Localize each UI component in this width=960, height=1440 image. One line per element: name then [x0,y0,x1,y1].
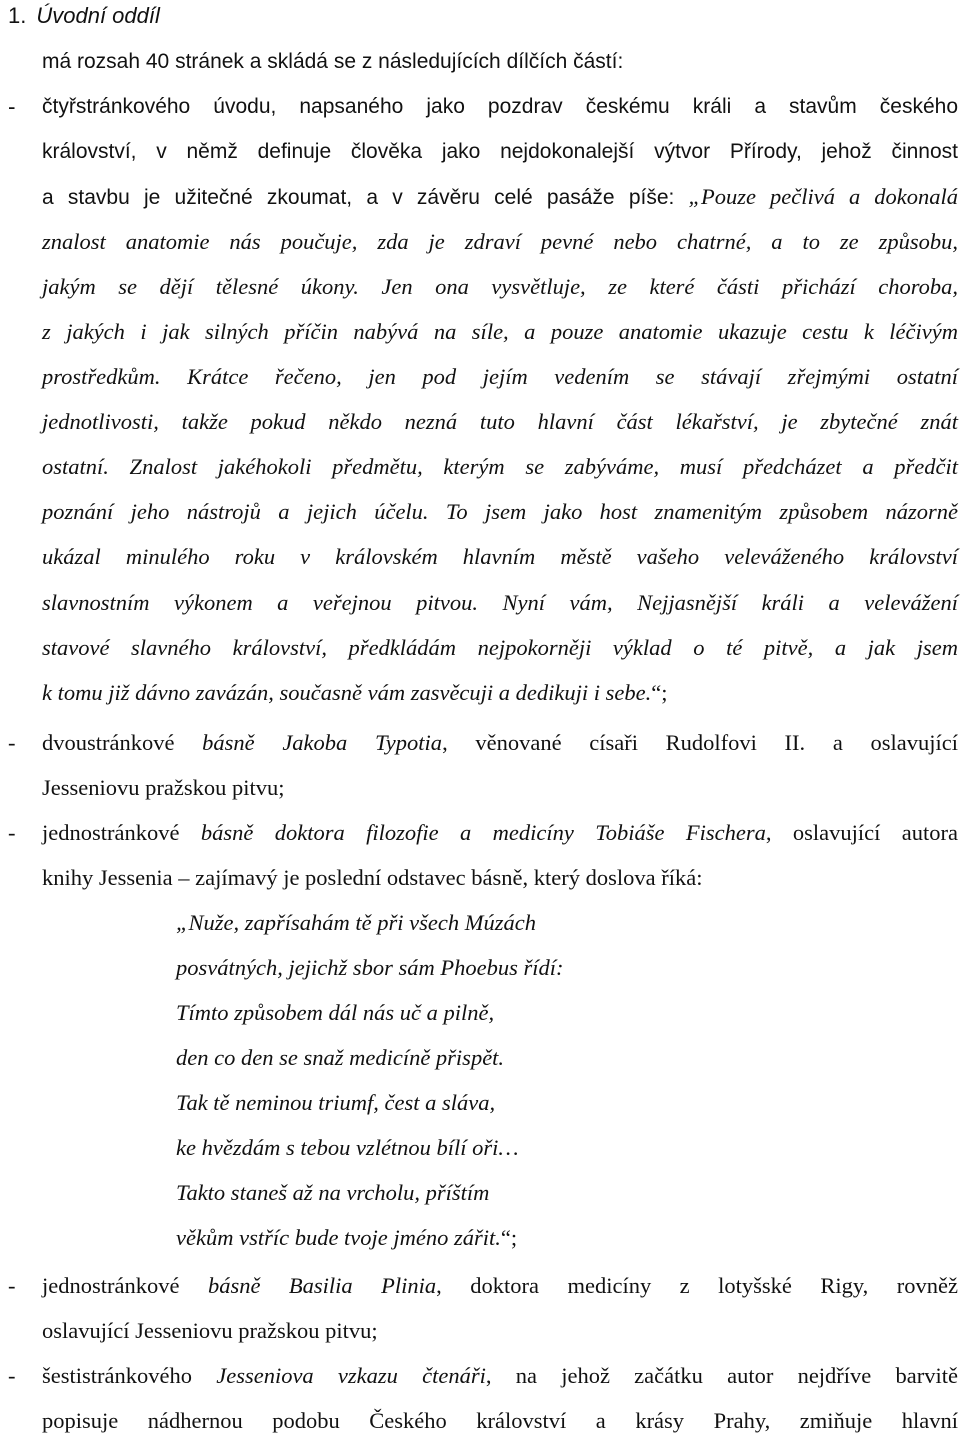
item4-line [42,1271,958,1301]
item5-text: šestistránkového [42,1363,217,1388]
poem-title: básně Basilia Plinia [207,1273,437,1298]
poem-line: Tak tě neminou triumf, čest a sláva, [176,1090,496,1115]
quote-line: prostředkům. Krátce řečeno, jen pod jejím vedením se stávají zřejmými ostatní [42,364,958,389]
intro-line: má rozsah 40 stránek a skládá se z následujících dílčích částí: [42,50,624,73]
item1-line: království, v němž definuje člověka jako nejdokonalejší výtvor Přírody, jehož činnost [42,140,958,163]
item5-text: , na jehož začátku autor nejdříve barvitě [485,1363,958,1388]
item3-line [42,818,958,848]
quote-line: jakým se dějí tělesné úkony. Jen ona vysvětluje, ze které části přichází choroba, [42,274,958,299]
bullet-dash: - [8,1363,16,1388]
quote-close: “; [651,680,668,705]
poem-line: den co den se snaž medicíně přispět. [176,1045,505,1070]
section-heading [8,2,160,30]
item3-line: knihy Jessenia – zajímavý je poslední odstavec básně, který doslova říká: [42,865,703,890]
quote-line [42,678,668,708]
section-title: Úvodní oddíl [36,3,160,28]
quote-line: ostatní. Znalost jakéhokoli předmětu, kterým se zabýváme, musí předcházet a předčit [42,454,958,479]
quote-line: ukázal minulého roku v královském hlavním městě vašeho veleváženého království [42,544,958,569]
item5-line: popisuje nádhernou podobu Českého království a krásy Prahy, zmiňuje hlavní [42,1408,958,1433]
item1-line: čtyřstránkového úvodu, napsaného jako pozdrav českému králi a stavům českého [42,95,958,118]
quote-line: z jakých i jak silných příčin nabývá na síle, a pouze anatomie ukazuje cestu k léčivým [42,319,958,344]
item3-text: , oslavující autora [765,820,958,845]
quote-line: jednotlivosti, takže pokud někdo nezná tuto hlavní část lékařství, je zbytečné znát [42,409,958,434]
item2-text: , věnované císaři Rudolfovi II. a oslavující [442,730,958,755]
bullet-dash: - [8,1273,16,1298]
item5-line [42,1361,958,1391]
poem-line: ke hvězdám s tebou vzlétnou bílí oři… [176,1135,519,1160]
poem-title: básně doktora filozofie a medicíny Tobiáše Fischera [200,820,766,845]
quote-close: “; [500,1225,518,1250]
item1-text: a stavbu je užitečné zkoumat, a v závěru celé pasáže píše: [42,186,689,209]
item2-text: dvoustránkové [42,730,203,755]
quote-line: znalost anatomie nás poučuje, zda je zdraví pevné nebo chatrné, a to ze způsobu, [42,229,958,254]
quote-text: „Pouze pečlivá a dokonalá [688,184,958,209]
bullet-dash: - [8,820,16,845]
work-title: Jesseniova vzkazu čtenáři [216,1363,486,1388]
item3-text: jednostránkové [42,820,201,845]
bullet-dash: - [8,94,16,119]
poem-text: věkům vstříc bude tvoje jméno zářit. [176,1225,501,1250]
poem-line: „Nuže, zapřísahám tě při všech Múzách [176,910,536,935]
item2-line: Jesseniovu pražskou pitvu; [42,775,285,800]
item4-text: , doktora medicíny z lotyšské Rigy, rovněž [436,1273,958,1298]
item2-line [42,728,958,758]
section-number: 1. [8,3,27,28]
quote-text: k tomu již dávno zavázán, současně vám zasvěcuji a dedikuji i sebe. [42,680,652,705]
quote-line: poznání jeho nástrojů a jejich účelu. To jsem jako host znamenitým způsobem názorně [42,499,958,524]
bullet-dash: - [8,730,16,755]
item4-text: jednostránkové [42,1273,208,1298]
poem-title: básně Jakoba Typotia [202,730,443,755]
poem-line: posvátných, jejichž sbor sám Phoebus řídí: [176,955,564,980]
item1-line [42,182,958,213]
poem-line: Tímto způsobem dál nás uč a pilně, [176,1000,495,1025]
item4-line: oslavující Jesseniovu pražskou pitvu; [42,1318,378,1343]
poem-line: Takto staneš až na vrcholu, příštím [176,1180,490,1205]
quote-line: stavové slavného království, předkládám nejpokorněji výklad o té pitvě, a jak jsem [42,635,958,660]
quote-line: slavnostním výkonem a veřejnou pitvou. Nyní vám, Nejjasnější králi a velevážení [42,590,958,615]
poem-line [176,1223,517,1253]
